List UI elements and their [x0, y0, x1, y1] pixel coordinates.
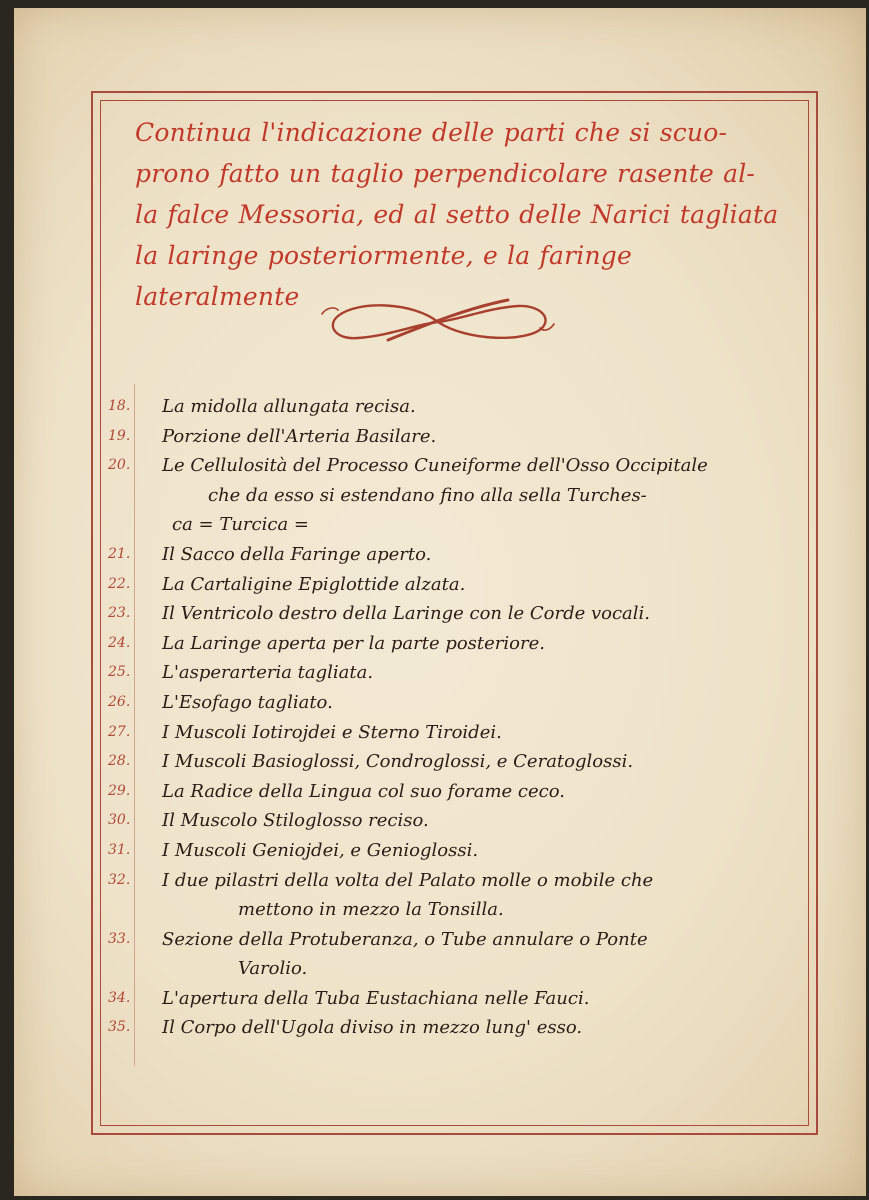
heading-line: prono fatto un taglio perpendicolare rasente al- [135, 159, 756, 188]
entry-text-continuation: che da esso si estendano fino alla sella Turches- [208, 484, 647, 506]
entry-number: 30. [108, 812, 131, 829]
list-item [108, 984, 788, 1014]
entry-text: I Muscoli Geniojdei, e Genioglossi. [162, 839, 479, 861]
list-item [108, 1013, 788, 1043]
entry-text: Il Ventricolo destro della Laringe con le Corde vocali. [162, 603, 651, 625]
list-item [108, 925, 788, 984]
entry-text: Il Corpo dell'Ugola diviso in mezzo lung' esso. [162, 1017, 583, 1039]
entry-text: La Radice della Lingua col suo forame ceco. [162, 780, 565, 802]
list-item [108, 718, 788, 748]
heading-line: Continua l'indicazione delle parti che si scuo- [135, 118, 728, 147]
list-item [108, 777, 788, 807]
entry-number: 25. [108, 664, 131, 681]
entry-number: 29. [108, 782, 131, 799]
entry-text-continuation: ca = Turcica = [172, 514, 309, 536]
entry-text: L'asperarteria tagliata. [162, 662, 374, 684]
entry-text-continuation: mettono in mezzo la Tonsilla. [238, 899, 504, 921]
entry-text: La midolla allungata recisa. [162, 396, 416, 417]
entry-number: 32. [108, 871, 131, 888]
list-item [108, 629, 788, 659]
entry-text: Porzione dell'Arteria Basilare. [162, 425, 437, 447]
entry-number: 19. [108, 427, 131, 444]
entry-text: Le Cellulosità del Processo Cuneiforme dell'Osso Occipitale [162, 455, 708, 477]
entry-number: 22. [108, 575, 131, 592]
entry-number: 31. [108, 841, 131, 858]
list-item [108, 688, 788, 718]
list-item [108, 540, 788, 570]
list-item [108, 747, 788, 777]
entry-text: Il Sacco della Faringe aperto. [162, 543, 432, 565]
heading-line: la falce Messoria, ed al setto delle Narici tagliata [135, 200, 779, 229]
entry-text: La Cartaligine Epiglottide alzata. [162, 573, 466, 595]
list-item [108, 806, 788, 836]
entry-text: L'apertura della Tuba Eustachiana nelle Fauci. [162, 987, 590, 1009]
entry-text: I Muscoli Basioglossi, Condroglossi, e Ceratoglossi. [162, 751, 634, 773]
list-item [108, 422, 788, 452]
entry-number: 34. [108, 989, 131, 1006]
list-item [108, 866, 788, 925]
entry-number: 18. [108, 398, 131, 414]
calligraphic-flourish-ornament [318, 294, 558, 350]
entry-number: 24. [108, 634, 131, 651]
entry-text: I due pilastri della volta del Palato molle o mobile che [162, 869, 654, 891]
list-item [108, 570, 788, 600]
list-item [108, 392, 788, 422]
entry-number: 20. [108, 457, 131, 474]
entry-number: 33. [108, 930, 131, 947]
entry-text: Sezione della Protuberanza, o Tube annulare o Ponte [162, 928, 648, 950]
entry-text: Il Muscolo Stiloglosso reciso. [162, 810, 429, 832]
entry-number: 23. [108, 605, 131, 622]
page-heading [135, 112, 795, 317]
list-item [108, 836, 788, 866]
entry-text: La Laringe aperta per la parte posteriore. [162, 632, 545, 654]
list-item [108, 599, 788, 629]
entry-list [108, 392, 788, 1043]
heading-line: la laringe posteriormente, e la faringe lateralmente [135, 241, 632, 311]
entry-text: I Muscoli Iotirojdei e Sterno Tiroidei. [162, 721, 502, 743]
entry-number: 28. [108, 753, 131, 770]
entry-text: L'Esofago tagliato. [162, 691, 333, 713]
entry-number: 26. [108, 693, 131, 710]
entry-number: 27. [108, 723, 131, 740]
list-item [108, 451, 788, 540]
list-item [108, 658, 788, 688]
entry-number: 35. [108, 1019, 131, 1036]
entry-number: 21. [108, 545, 131, 562]
entry-text-continuation: Varolio. [238, 958, 308, 980]
